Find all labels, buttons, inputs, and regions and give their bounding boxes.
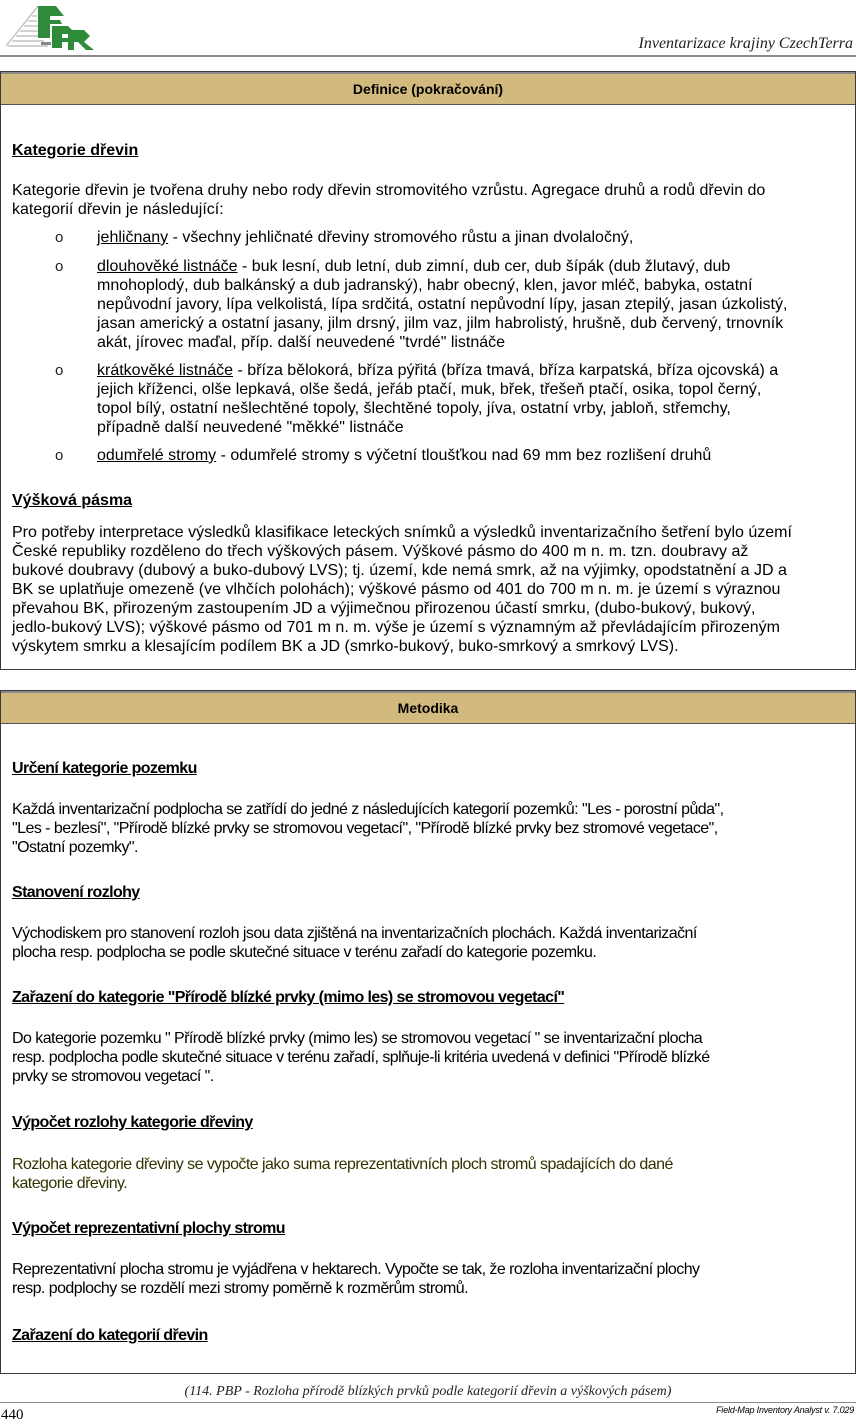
tree-categories-intro: Kategorie dřevin je tvořena druhy nebo rody dřevin stromovitého vzrůstu. Agregace druhů a rodů dřevin do kategorií dřevin je následující: <box>12 182 766 218</box>
list-item-dead-trees: odumřelé stromy - odumřelé stromy s výčetní tloušťkou nad 69 mm bez rozlišení druhů <box>97 447 712 464</box>
term: dlouhověké listnáče <box>97 258 238 275</box>
section-heading-altitude-zones: Výšková pásma <box>12 492 133 509</box>
section-heading-classification-natural-elements: Zařazení do kategorie "Přírodě blízké prvky (mimo les) se stromovou vegetací" <box>12 989 565 1006</box>
section-heading-tree-categories: Kategorie dřevin <box>12 142 139 159</box>
representative-area-text: Reprezentativní plocha stromu je vyjádřena v hektarech. Vypočte se tak, že rozloha inventarizační plochy resp. podplochy se rozdělí mezi stromy poměrně k rozměrům stromů. <box>12 1261 700 1297</box>
term: odumřelé stromy <box>97 447 217 464</box>
area-determination-text: Východiskem pro stanovení rozloh jsou data zjištěná na inventarizačních plochách. Každá inventarizační plocha resp. podplocha se podle skutečné situace v terénu zařadí do kategorie pozemku. <box>12 925 697 961</box>
bullet-icon: o <box>55 258 64 275</box>
footer-caption: (114. PBP - Rozloha přírodě blízkých prvků podle kategorií dřevin a výškových pásem) <box>184 1384 672 1399</box>
bullet-icon: o <box>55 447 64 464</box>
header-divider <box>0 55 856 57</box>
section-heading-tree-category-area: Výpočet rozlohy kategorie dřeviny <box>12 1114 253 1131</box>
term: krátkověké listnáče <box>97 362 234 379</box>
list-item-long-lived-broadleaves: dlouhověké listnáče - buk lesní, dub letní, dub zimní, dub cer, dub šípák (dub žlutavý, dub mnohoplodý, dub balkánský a dub jadranský), habr obecný, klen, javor mléč, babyka, ostatní nepůvodní javory, lípa velkolistá, lípa srdčitá, ostatní nepůvodní lípy, jasan ztepilý, jasan úzkolistý, jasan americký a ostatní jasany, jilm drsný, jilm vaz, jilm habrolistý, hrušně, dub červený, trnovník akát, jírovec maďal, příp. další neuvedené "tvrdé" listnáče <box>97 258 788 351</box>
altitude-zones-text: Pro potřeby interpretace výsledků klasifikace leteckých snímků a výsledků inventarizačního šetření bylo území České republiky rozděleno do třech výškových pásem. Výškové pásmo do 400 m n. m. tzn. doubravy až bukové doubravy (dubový a buko-dubový LVS); tj. území, kde nemá smrk, až na výjimky, opodstatnění a JD a BK se uplatňuje omezeně (ve vlhčích polohách); výškové pásmo od 401 do 700 m n. m. je území s výraznou převahou BK, přirozeným zastoupením JD a výjimečnou přirozenou účastí smrku, (dubo-bukový, bukový, jedlo-bukový LVS); výškové pásmo od 701 m n. m. výše je území s významným až převládajícím přirozeným výskytem smrku a klesajícím podílem BK a JD (smrko-bukový, buko-smrkový a smrkový LVS). <box>12 524 792 655</box>
land-category-text: Každá inventarizační podplocha se zatřídí do jedné z následujících kategorií pozemků: "Les - porostní půda", "Les - bezlesí", "Přírodě blízké prvky se stromovou vegetací", "Přírodě blízké prvky bez stromové vegetace", "Ostatní pozemky". <box>12 801 724 856</box>
classification-natural-elements-text: Do kategorie pozemku " Přírodě blízké prvky (mimo les) se stromovou vegetací " se inventarizační plocha resp. podplocha podle skutečné situace v terénu zařadí, splňuje-li kritéria uvedená v definici "Přírodě blízké prvky se stromovou vegetací ". <box>12 1030 710 1085</box>
bullet-icon: o <box>55 362 64 379</box>
term: jehličnany <box>97 229 169 246</box>
page-number: 440 <box>1 1407 24 1423</box>
ifer-logo-icon <box>4 2 96 52</box>
page-header <box>0 0 856 56</box>
list-item-conifers: jehličnany - všechny jehličnaté dřeviny stromového růstu a jinan dvolaločný, <box>97 229 634 246</box>
panel-title: Metodika <box>1 691 855 724</box>
tree-category-area-text: Rozloha kategorie dřeviny se vypočte jako suma reprezentativních ploch stromů spadajících do dané kategorie dřeviny. <box>12 1156 673 1192</box>
footer-divider <box>0 1402 856 1403</box>
section-heading-land-category: Určení kategorie pozemku <box>12 760 197 777</box>
bullet-icon: o <box>55 229 64 246</box>
panel-title: Definice (pokračování) <box>1 72 855 105</box>
section-heading-tree-category-assignment: Zařazení do kategorií dřevin <box>12 1327 208 1344</box>
list-item-short-lived-broadleaves: krátkověké listnáče - bříza bělokorá, bříza pýřitá (bříza tmavá, bříza karpatská, bříza ojcovská) a jejich kříženci, olše lepkavá, olše šedá, jeřáb ptačí, muk, břek, třešeň ptačí, osika, topol černý, topol bílý, ostatní nešlechtěné topoly, šlechtěné topoly, jíva, ostatní vrby, jabloň, střemchy, případně další neuvedené "měkké" listnáče <box>97 362 779 436</box>
section-heading-representative-area: Výpočet reprezentativní plochy stromu <box>12 1220 285 1237</box>
definitions-panel <box>0 71 856 670</box>
app-version: Field-Map Inventory Analyst v. 7.029 <box>716 1405 854 1415</box>
document-title: Inventarizace krajiny CzechTerra <box>638 35 853 52</box>
methodology-panel <box>0 690 856 1374</box>
section-heading-area-determination: Stanovení rozlohy <box>12 884 140 901</box>
